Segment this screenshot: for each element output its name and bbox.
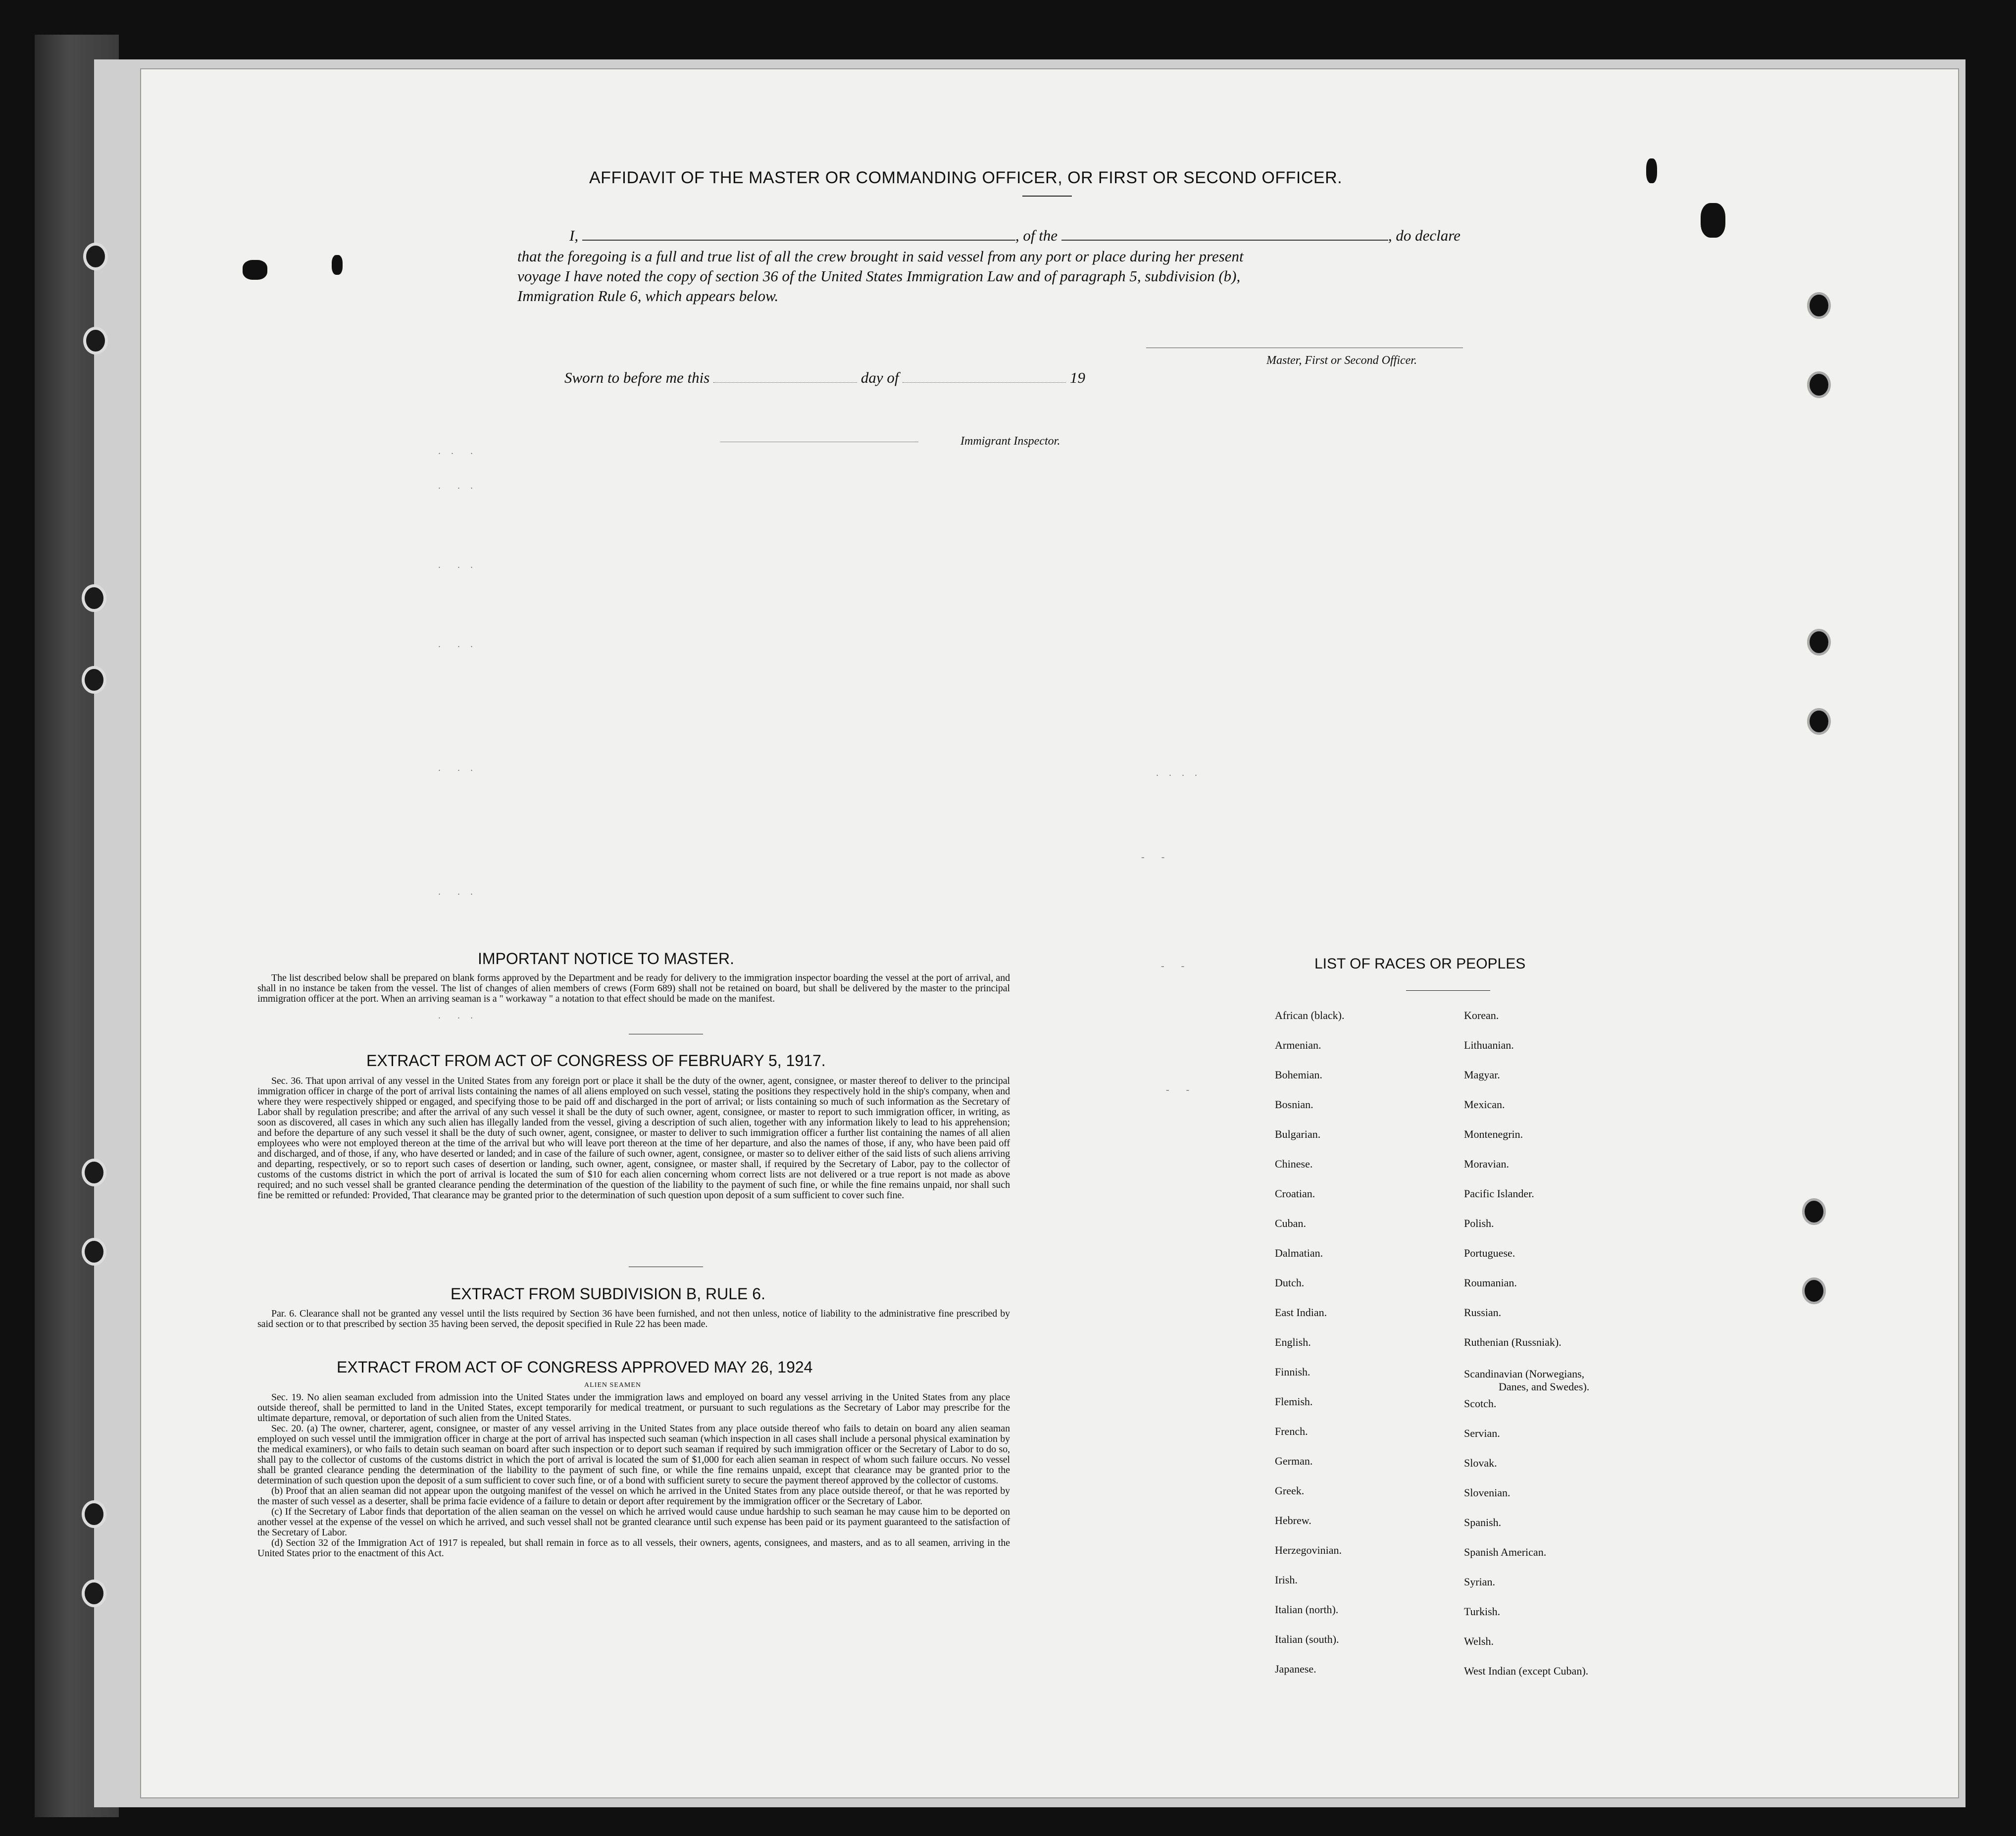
extract-1924-paragraph: Sec. 19. No alien seaman excluded from admission into the United States under the immigration laws and employed on board any vessel arriving in the United States from any place outside thereof, shall be permitted to land in the United States, except temporarily for medical treatment, or pursuant to such regulations as the Secretary of Labor may prescribe for the ultimate departure, removal, or deportation of such alien from the United States. xyxy=(257,1392,1010,1424)
binder-hole xyxy=(1802,1277,1826,1304)
notice-paragraph: The list described below shall be prepared on blank forms approved by the Department and be ready for delivery to the immigration inspector boarding the vessel at the port of arrival, and shall in no instance be taken from the vessel. The list of changes of alien members of crews (Form 689) shall not be retained on board, but shall be delivered by the master to the principal immigration officer at the port. When an arriving seaman is a " workaway " a notation to that effect should be made on the manifest. xyxy=(257,972,1010,1004)
races-title: LIST OF RACES OR PEOPLES xyxy=(1314,956,1526,972)
extract-rule6-paragraph: Par. 6. Clearance shall not be granted any vessel until the lists required by Section 36 have been furnished, and not then unless, notice of liability to the administrative fine prescribed by said section or to that prescribed by section 35 having been served, the deposit specified in Rule 22 has been made. xyxy=(257,1308,1010,1329)
sworn-label: Sworn to before me this xyxy=(564,369,710,386)
extract-1924-title: EXTRACT FROM ACT OF CONGRESS APPROVED MAY 26, 1924 xyxy=(337,1358,813,1376)
affidavit-line-4: Immigration Rule 6, which appears below. xyxy=(517,287,779,305)
race-item: Scotch. xyxy=(1464,1397,1497,1410)
race-item: Russian. xyxy=(1464,1306,1502,1319)
race-item: Pacific Islander. xyxy=(1464,1187,1534,1200)
notice-title: IMPORTANT NOTICE TO MASTER. xyxy=(478,950,734,968)
race-item: Polish. xyxy=(1464,1217,1494,1229)
binder-hole xyxy=(82,1500,106,1528)
ink-blot xyxy=(1701,203,1725,238)
binder-hole xyxy=(82,1238,106,1266)
race-item: German. xyxy=(1275,1455,1313,1467)
race-item: Dutch. xyxy=(1275,1276,1305,1289)
binder-hole xyxy=(82,1580,106,1607)
ink-blot xyxy=(243,260,267,280)
race-item: Mexican. xyxy=(1464,1098,1505,1111)
race-item: East Indian. xyxy=(1275,1306,1327,1319)
binder-hole xyxy=(1807,629,1831,656)
faint-dots: . . . xyxy=(438,1010,477,1021)
races-column-2 xyxy=(1464,1009,1589,1694)
race-item: Bosnian. xyxy=(1275,1098,1313,1111)
race-item: Spanish American. xyxy=(1464,1546,1547,1558)
faint-dots: - - xyxy=(1166,1084,1194,1095)
race-item: Syrian. xyxy=(1464,1576,1495,1588)
extract-1924-subtitle: ALIEN SEAMEN xyxy=(584,1381,642,1389)
affidavit-title: AFFIDAVIT OF THE MASTER OR COMMANDING OFFICER, OR FIRST OR SECOND OFFICER. xyxy=(589,168,1343,187)
extract-1924-paragraph: Sec. 20. (a) The owner, charterer, agent, consignee, or master of any vessel arriving in the United States from any place outside thereof who fails to detain on board any alien seaman employed on such vessel until the immigration officer in charge at the port of arrival has inspected such seaman (which inspection in all cases shall include a personal physical examination by the medical examiners), or who fails to detain such seaman on board after such inspection or to deport such seaman if required by such immigration officer or the Secretary of Labor to do so, shall pay to the collector of customs of the customs district in which the port of arrival is located the sum of $1,000 for each alien seaman in respect of whom such failure occurs. No vessel shall be granted clearance pending the determination of the liability to the payment of such fine, or while the fine remains unpaid, except that clearance may be granted prior to the determination of such question upon the deposit of a sum sufficient to cover such fine, or of a bond with sufficient surety to secure the payment thereof approved by the collector of customs. xyxy=(257,1423,1010,1486)
race-item: Greek. xyxy=(1275,1484,1305,1497)
day-field[interactable] xyxy=(713,371,857,383)
race-item: Hebrew. xyxy=(1275,1514,1311,1527)
extract-1917-text xyxy=(257,1076,1010,1201)
race-item: African (black). xyxy=(1275,1009,1345,1021)
race-item: Roumanian. xyxy=(1464,1276,1517,1289)
binder-hole xyxy=(1807,371,1831,398)
inspector-caption: Immigrant Inspector. xyxy=(960,435,1060,448)
race-item: Turkish. xyxy=(1464,1605,1501,1618)
race-item: Dalmatian. xyxy=(1275,1247,1323,1259)
race-item: Danes, and Swedes). xyxy=(1499,1380,1590,1393)
race-item: Chinese. xyxy=(1275,1158,1313,1170)
race-item: Armenian. xyxy=(1275,1039,1321,1051)
extract-1917-paragraph: Sec. 36. That upon arrival of any vessel in the United States from any foreign port or place it shall be the duty of the owner, agent, consignee, or master thereof to deliver to the principal immigration officer in charge of the port of arrival lists containing the names of all aliens employed on such vessel, stating the positions they respectively hold in the ship's company, when and where they were respectively shipped or engaged, and specifying those to be paid off and discharged in the port of arrival; or lists containing so much of such information as the Secretary of Labor shall by regulation prescribe; and after the arrival of any such vessel it shall be the duty of such owner, agent, consignee, or master to report to such immigration officer, in writing, as soon as discovered, all cases in which any such alien has illegally landed from the vessel, giving a description of such alien, together with any information likely to lead to his apprehension; and before the departure of any such vessel it shall be the duty of such owner, agent, consignee, or master to deliver to such immigration officer a further list containing the names of all alien employees who were not employed thereon at the time of the arrival but who will leave port thereon at the time of her departure, and also the names of those, if any, who have been paid off and discharged, and of those, if any, who have deserted or landed; and in case of the failure of such owner, agent, consignee, or master so to deliver either of the said lists of such aliens arriving and departing, respectively, or so to report such cases of desertion or landing, such owner, agent, consignee, or master shall, if required by the Secretary of Labor, pay to the collector of customs of the customs district in which the port of arrival is located the sum of $10 for each alien concerning whom correct lists are not delivered or a true report is not made as above required; and no such vessel shall be granted clearance pending the determination of the question of the liability to the payment of such fine, or while the fine remains unpaid, nor shall such fine be remitted or refunded: Provided, That clearance may be granted prior to the determination of such question upon deposit of a sum sufficient to cover such fine. xyxy=(257,1075,1010,1201)
ink-blot xyxy=(332,255,343,275)
extract-1917-title: EXTRACT FROM ACT OF CONGRESS OF FEBRUARY 5, 1917. xyxy=(366,1052,826,1070)
faint-dots: . . . xyxy=(438,639,477,650)
race-item: Flemish. xyxy=(1275,1395,1313,1408)
affidavit-line-2: that the foregoing is a full and true list of all the crew brought in said vessel from any port or place during her present xyxy=(517,248,1244,265)
race-item: Welsh. xyxy=(1464,1635,1494,1647)
document-page xyxy=(141,69,1958,1797)
affidavit-line-3: voyage I have noted the copy of section 36 of the United States Immigration Law and of paragraph 5, subdivision (b), xyxy=(517,267,1241,285)
race-item: Bulgarian. xyxy=(1275,1128,1321,1140)
faint-dots: . . . xyxy=(438,560,477,570)
race-item: Portuguese. xyxy=(1464,1247,1515,1259)
race-item: Ruthenian (Russniak). xyxy=(1464,1336,1562,1348)
extract-1924-paragraph: (b) Proof that an alien seaman did not appear upon the outgoing manifest of the vessel on which he arrived in the United States from any place outside thereof, or that he was reported by the master of such vessel as a deserter, shall be prima facie evidence of a failure to detain or deport after requirement by the immigration officer or the Secretary of Labor. xyxy=(257,1485,1010,1507)
race-item: Scandinavian (Norwegians, xyxy=(1464,1368,1585,1380)
race-item: Croatian. xyxy=(1275,1187,1315,1200)
race-item: Italian (south). xyxy=(1275,1633,1339,1645)
race-item: Montenegrin. xyxy=(1464,1128,1523,1140)
race-item: Italian (north). xyxy=(1275,1603,1339,1616)
extract-1924-paragraph: (d) Section 32 of the Immigration Act of 1917 is repealed, but shall remain in force as to all vessels, their owners, agents, consignees, and masters, and as to all seamen, arriving in the United States prior to the enactment of this Act. xyxy=(257,1537,1010,1559)
race-item-multiline xyxy=(1464,1366,1589,1397)
binder-hole xyxy=(83,327,108,355)
signature-caption: Master, First or Second Officer. xyxy=(1266,354,1417,367)
ink-blot xyxy=(1646,158,1657,183)
faint-dots: - - xyxy=(1161,961,1189,971)
binder-hole xyxy=(83,243,108,270)
extract-1924-paragraph: (c) If the Secretary of Labor finds that deportation of the alien seaman on the vessel on which he arrived would cause undue hardship to such seaman he may cause him to be deported on another vessel at the expense of the vessel on which he arrived, and such vessel shall not be granted clearance until such expense has been paid or its payment guaranteed to the satisfaction of the Secretary of Labor. xyxy=(257,1506,1010,1538)
vessel-field[interactable] xyxy=(1061,229,1388,241)
bleed-through-text xyxy=(1577,161,1584,191)
race-item: French. xyxy=(1275,1425,1308,1437)
faint-dots: - - xyxy=(1141,852,1169,863)
do-declare-label: , do declare xyxy=(1388,227,1461,244)
race-item: Korean. xyxy=(1464,1009,1499,1021)
sworn-line xyxy=(564,369,1085,387)
faint-dots: . . . xyxy=(438,480,477,491)
race-item: Finnish. xyxy=(1275,1366,1310,1378)
of-the-label: , of the xyxy=(1015,227,1058,244)
race-item: English. xyxy=(1275,1336,1311,1348)
year-label: 19 xyxy=(1069,369,1085,386)
faint-dots: . . . xyxy=(438,446,477,457)
binder-hole xyxy=(82,666,106,694)
race-item: Bohemian. xyxy=(1275,1069,1322,1081)
race-item: Lithuanian. xyxy=(1464,1039,1514,1051)
affidavit-line-1 xyxy=(569,227,1461,245)
binder-hole xyxy=(82,1159,106,1186)
race-item: Cuban. xyxy=(1275,1217,1306,1229)
race-item: Magyar. xyxy=(1464,1069,1500,1081)
extract-1924-text xyxy=(257,1392,1010,1559)
binder-hole xyxy=(82,584,106,612)
notice-text xyxy=(257,973,1010,1004)
race-item: Irish. xyxy=(1275,1574,1298,1586)
race-item: Slovak. xyxy=(1464,1457,1497,1469)
race-item: West Indian (except Cuban). xyxy=(1464,1665,1589,1677)
binder-hole xyxy=(1807,708,1831,735)
race-item: Slovenian. xyxy=(1464,1486,1511,1499)
i-label: I, xyxy=(569,227,579,244)
race-item: Spanish. xyxy=(1464,1516,1502,1529)
day-of-label: day of xyxy=(860,369,899,386)
month-field[interactable] xyxy=(903,371,1066,383)
extract-rule6-title: EXTRACT FROM SUBDIVISION B, RULE 6. xyxy=(451,1285,765,1303)
races-column-1 xyxy=(1275,1009,1344,1692)
binder-hole xyxy=(1807,292,1831,319)
divider xyxy=(1022,196,1072,197)
race-item: Servian. xyxy=(1464,1427,1500,1439)
extract-rule6-text xyxy=(257,1309,1010,1329)
faint-dots: . . . . xyxy=(1156,767,1201,778)
faint-dots: . . . xyxy=(438,763,477,773)
faint-dots: . . . xyxy=(438,886,477,897)
race-item: Herzegovinian. xyxy=(1275,1544,1342,1556)
race-item: Japanese. xyxy=(1275,1663,1316,1675)
race-item: Moravian. xyxy=(1464,1158,1510,1170)
name-field[interactable] xyxy=(582,229,1015,241)
binder-hole xyxy=(1802,1198,1826,1225)
divider xyxy=(1406,990,1490,991)
